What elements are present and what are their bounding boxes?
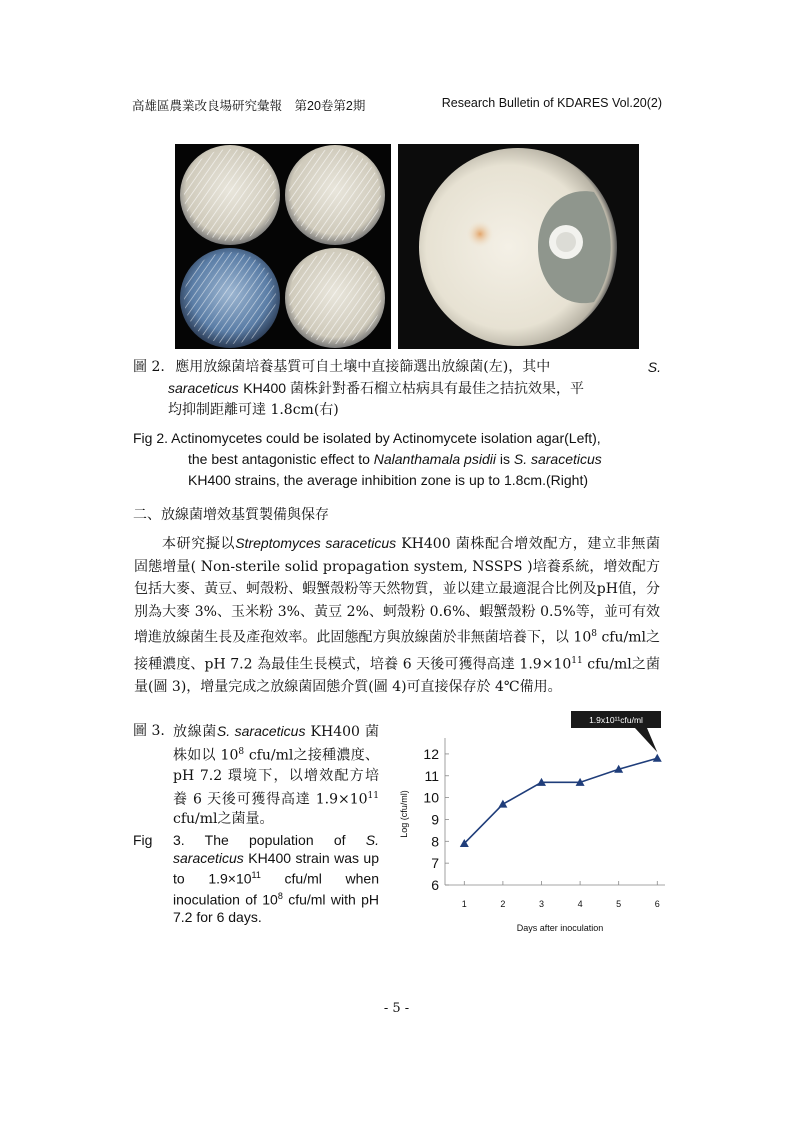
y-tick-label: 7 <box>431 855 439 872</box>
y-axis-label: Log (cfu/ml) <box>399 790 409 838</box>
fig2-caption-zh <box>133 357 661 421</box>
fig2-en-sci-2: Nalanthamala psidii <box>373 451 496 467</box>
fig3-label-en: Fig <box>133 832 153 848</box>
fig2-text-zh-1: 應用放線菌培養基質可自土壤中直接篩選出放線菌(左)，其中 <box>175 359 551 375</box>
para-sup-1: 8 <box>591 629 597 640</box>
x-tick-label: 4 <box>577 899 583 909</box>
fig3-zh-3: cfu/ml之接種濃度、pH 7.2 環境下，以增效配方培養 6 天後可獲得高達 1.9×10 <box>173 747 379 808</box>
para-part-4: cfu/ml之菌量(圖 3)，增量完成之放線菌固態介質(圖 4)可直接保存於 4℃備用。 <box>134 656 660 695</box>
growth-chart <box>395 703 675 938</box>
fig3-label-zh: 圖 3. <box>133 723 165 739</box>
x-tick-label: 5 <box>616 899 622 909</box>
fig3-en-sup-1: 11 <box>251 870 261 880</box>
y-tick-label: 10 <box>423 789 439 806</box>
fig2-en-line-3: KH400 strains, the average inhibition zone is up to 1.8cm.(Right) <box>188 472 588 488</box>
y-tick-label: 6 <box>431 877 439 893</box>
fig3-en-3: cfu/ml when inoculation of 10 <box>173 870 379 908</box>
fig2-en-text-2a: the best antagonistic effect to <box>188 451 370 467</box>
growth-chart-svg <box>395 703 675 938</box>
fig3-en-4: cfu/ml with pH 7.2 for 6 days. <box>173 891 379 926</box>
x-axis-label: Days after inoculation <box>516 923 604 933</box>
page-number: - 5 - <box>383 1001 410 1016</box>
actinomycete-plates-photo <box>175 144 391 349</box>
y-tick-label: 9 <box>431 811 439 828</box>
x-tick-label: 3 <box>538 899 544 909</box>
fig3-zh-2: KH400 菌株如以 10 <box>173 724 379 764</box>
y-tick-label: 8 <box>431 833 439 850</box>
body-paragraph <box>134 532 660 698</box>
fig3-zh-sci: S. saraceticus <box>216 723 306 739</box>
fig3-caption-zh <box>133 721 379 829</box>
fig3-caption-en <box>133 832 379 927</box>
fig2-text-zh-3: 均抑制距離可達 1.8cm(右) <box>168 402 339 418</box>
section-title: 二、放線菌增效基質製備與保存 <box>133 507 329 523</box>
para-sup-2: 11 <box>571 655 583 666</box>
fig2-sci-zh-2: saraceticus <box>168 380 239 396</box>
fig3-zh-1: 放線菌 <box>173 724 217 740</box>
para-part-3: cfu/ml之接種濃度、pH 7.2 為最佳生長模式，培養 6 天後可獲得高達 1.9×10 <box>134 630 660 673</box>
fig2-en-line-1: Fig 2. Actinomycetes could be isolated by Actinomycete isolation agar(Left), <box>133 430 601 446</box>
fig3-en-2: KH400 strain was up to 1.9×10 <box>173 849 379 887</box>
x-tick-label: 2 <box>500 899 506 909</box>
fig3-zh-sup-1: 8 <box>238 747 245 757</box>
callout-text: 1.9x10¹¹cfu/ml <box>589 715 643 725</box>
x-tick-label: 6 <box>654 899 660 909</box>
fig3-en-sup-2: 8 <box>277 891 283 902</box>
fig2-en-sci-3: S. saraceticus <box>513 451 602 467</box>
para-sci-name: Streptomyces saraceticus <box>235 535 397 551</box>
header-journal-zh: 高雄區農業改良場研究彙報 第20卷第2期 <box>132 99 366 113</box>
fig2-en-text-2b: is <box>499 451 510 467</box>
fig2-sci-zh-1: S. <box>647 359 661 375</box>
fig2-text-zh-2: KH400 菌株針對番石榴立枯病具有最佳之拮抗效果，平 <box>243 380 584 396</box>
fig3-zh-sup-2: 11 <box>367 790 379 801</box>
fig3-en-sci: S. saraceticus <box>173 832 379 866</box>
y-tick-label: 11 <box>424 767 439 784</box>
antagonism-plate-photo <box>398 144 639 349</box>
data-point <box>653 754 662 762</box>
y-tick-label: 12 <box>423 745 439 762</box>
fig2-label-zh: 圖 2. <box>133 359 165 375</box>
data-point <box>498 800 507 808</box>
header-journal-en: Research Bulletin of KDARES Vol.20(2) <box>441 96 662 110</box>
value-callout <box>571 711 661 752</box>
fig3-en-1: 3. The population of <box>173 832 346 848</box>
para-part-1: 本研究擬以 <box>162 536 236 552</box>
x-tick-label: 1 <box>461 899 467 909</box>
series-line <box>464 758 657 843</box>
para-part-2: KH400 菌株配合增效配方，建立非無菌固態增量( Non-sterile solid propagation system, NSSPS )培養系統，增效配方包括大麥、黃豆、蚵殼粉、蝦蟹殼粉等天然物質，並以建立最適混合比例及pH值，分別為大麥 3%、玉米粉 3%、黃豆 2%、蚵殼粉 0.6%、蝦蟹殼粉 0.5%等，並可有效增進放線菌生長及產孢效率。此固態配方與放線菌於非無菌培養下，以 10 <box>134 536 660 647</box>
fig3-zh-4: cfu/ml之菌量。 <box>173 811 274 828</box>
fig2-caption-en <box>133 428 673 491</box>
